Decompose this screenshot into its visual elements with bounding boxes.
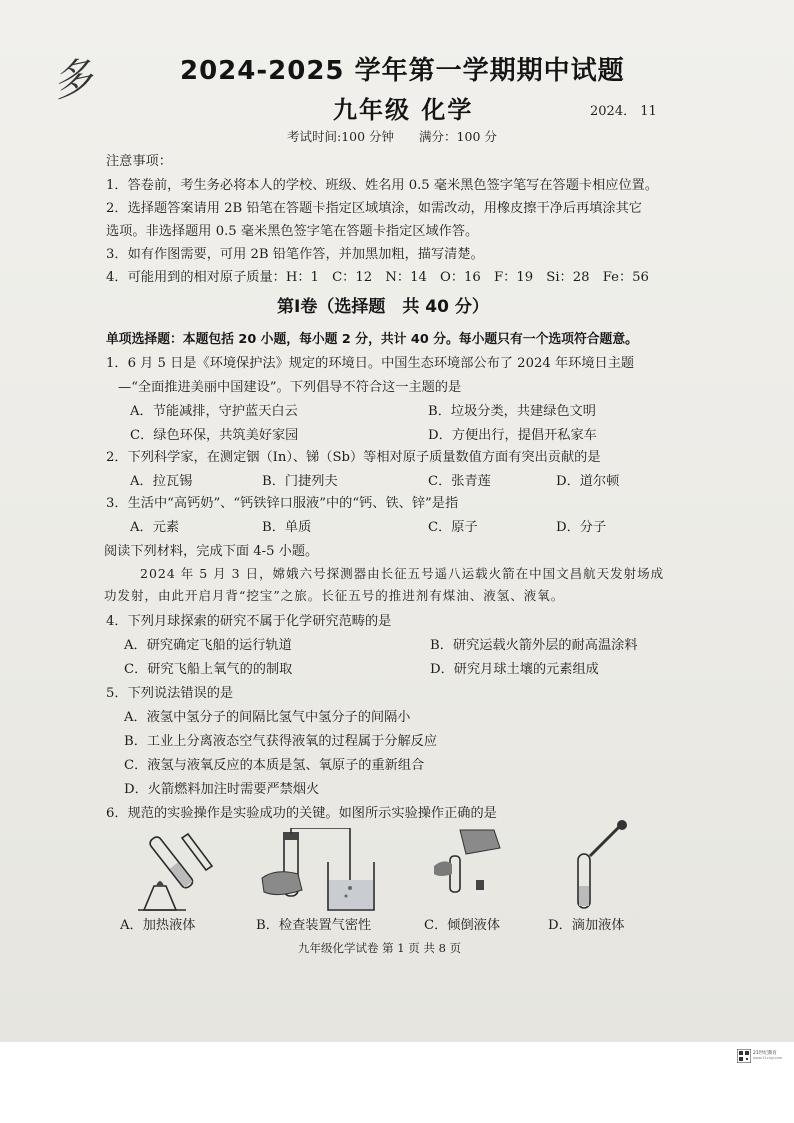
- heating-liquid-illustration: [130, 822, 220, 912]
- q1-option-b: B．垃圾分类，共建绿色文明: [428, 404, 596, 419]
- exam-title: 2024-2025 学年第一学期期中试题: [180, 56, 625, 86]
- q6-stem: 6．规范的实验操作是实验成功的关键。如图所示实验操作正确的是: [106, 806, 497, 821]
- q3-option-a: A．元素: [130, 520, 180, 535]
- section-instruction: 单项选择题：本题包括 20 小题，每小题 2 分，共计 40 分。每小题只有一个选项符合题意。: [106, 332, 638, 347]
- q1-option-d: D．方便出行，提倡开私家车: [428, 428, 597, 443]
- q3-option-c: C．原子: [428, 520, 478, 535]
- note-line: 选项。非选择题用 0.5 毫米黑色签字笔在答题卡指定区域作答。: [106, 224, 479, 239]
- handwritten-mark: 多: [48, 53, 98, 107]
- q4-option-a: A．研究确定飞船的运行轨道: [124, 638, 292, 653]
- section-title: 第Ⅰ卷（选择题 共 40 分）: [277, 297, 489, 317]
- q5-option-a: A．液氢中氢分子的间隔比氢气中氢分子的间隔小: [124, 710, 411, 725]
- q3-stem: 3．生活中“高钙奶”、“钙铁锌口服液”中的“钙、铁、锌”是指: [106, 496, 459, 511]
- q2-option-c: C．张青莲: [428, 474, 491, 489]
- q4-option-b: B．研究运载火箭外层的耐高温涂料: [430, 638, 638, 653]
- pouring-liquid-illustration: [430, 826, 510, 896]
- reading-intro: 阅读下列材料，完成下面 4-5 小题。: [104, 544, 319, 559]
- q6-option-d: D．滴加液体: [548, 918, 625, 933]
- q2-option-d: D．道尔顿: [556, 474, 620, 489]
- page-footer: 九年级化学试卷 第 1 页 共 8 页: [298, 941, 462, 955]
- watermark-slogan: www.21cnjy.com: [753, 1055, 783, 1060]
- notes-heading: 注意事项：: [106, 154, 172, 169]
- q6-option-b: B．检查装置气密性: [256, 918, 372, 933]
- q3-option-b: B．单质: [262, 520, 312, 535]
- exam-info: 考试时间:100 分钟 满分：100 分: [287, 129, 497, 144]
- note-line: 2．选择题答案请用 2B 铅笔在答题卡指定区域填涂，如需改动，用橡皮擦干净后再填涂其它: [106, 201, 642, 216]
- q5-option-c: C．液氢与液氧反应的本质是氢、氧原子的重新组合: [124, 758, 425, 773]
- q4-option-d: D．研究月球土壤的元素组成: [430, 662, 599, 677]
- dropping-liquid-illustration: [560, 820, 630, 912]
- exam-date: 2024． 11: [590, 104, 657, 119]
- note-line: 3．如有作图需要，可用 2B 铅笔作答，并加黑加粗，描写清楚。: [106, 247, 484, 262]
- q2-stem: 2．下列科学家，在测定铟（In）、锑（Sb）等相对原子质量数值方面有突出贡献的是: [106, 450, 601, 465]
- q1-option-c: C．绿色环保，共筑美好家园: [130, 428, 299, 443]
- q6-option-a: A．加热液体: [120, 918, 196, 933]
- q5-option-d: D．火箭燃料加注时需要严禁烟火: [124, 782, 320, 797]
- q3-option-d: D．分子: [556, 520, 607, 535]
- watermark-brand: 21世纪教育: [753, 1051, 777, 1056]
- note-line: 1．答卷前，考生务必将本人的学校、班级、姓名用 0.5 毫米黑色签字笔写在答题卡相应位置。: [106, 178, 659, 193]
- q2-option-b: B．门捷列夫: [262, 474, 338, 489]
- watermark-logo: [737, 1049, 782, 1063]
- q6-option-c: C．倾倒液体: [424, 918, 501, 933]
- q1-stem: 1．6 月 5 日是《环境保护法》规定的环境日。中国生态环境部公布了 2024 年环境日主题: [106, 356, 635, 371]
- exam-subtitle: 九年级 化学: [333, 96, 474, 124]
- q1-stem-cont: —“全面推进美丽中国建设”。下列倡导不符合这一主题的是: [118, 380, 462, 395]
- q1-option-a: A．节能减排，守护蓝天白云: [130, 404, 298, 419]
- note-line: 4．可能用到的相对原子质量：H：1 C：12 N：14 O：16 F：19 Si：28 Fe：56: [106, 270, 649, 285]
- q4-option-c: C．研究飞船上氧气的的制取: [124, 662, 293, 677]
- q5-stem: 5．下列说法错误的是: [106, 686, 234, 701]
- airtightness-check-illustration: [258, 828, 378, 914]
- qr-code-icon: [737, 1049, 751, 1063]
- reading-paragraph-cont: 功发射，由此开启月背“挖宝”之旅。长征五号的推进剂有煤油、液氢、液氧。: [104, 588, 565, 603]
- reading-paragraph: 2024 年 5 月 3 日，嫦娥六号探测器由长征五号遥八运载火箭在中国文昌航天发射场成: [140, 566, 665, 581]
- q4-stem: 4．下列月球探索的研究不属于化学研究范畴的是: [106, 614, 392, 629]
- q5-option-b: B．工业上分离液态空气获得液氧的过程属于分解反应: [124, 734, 438, 749]
- q2-option-a: A．拉瓦锡: [130, 474, 193, 489]
